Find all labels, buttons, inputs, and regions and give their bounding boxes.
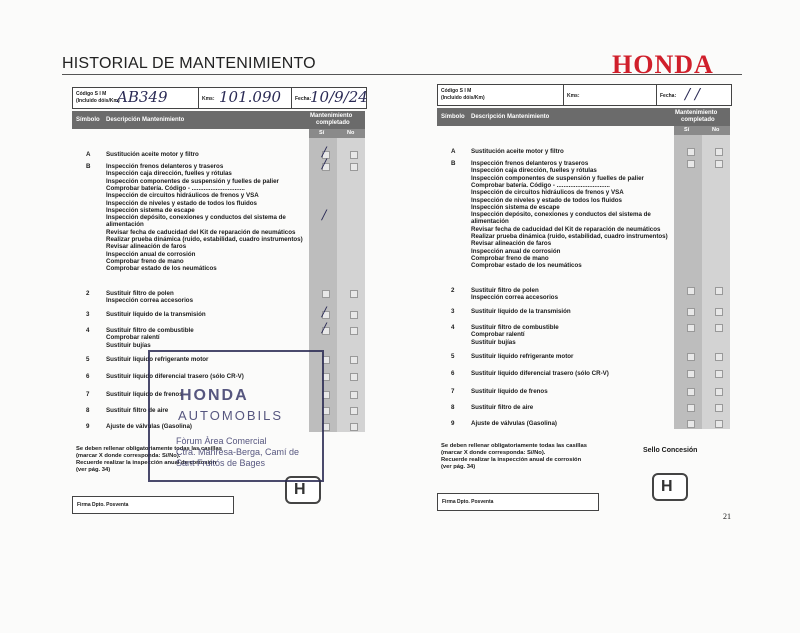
right-footer-note bbox=[441, 443, 587, 471]
right-no-column bbox=[702, 135, 730, 429]
stamp-line-2: AUTOMOBILS bbox=[178, 408, 284, 423]
no-checkbox[interactable] bbox=[350, 290, 358, 298]
col-descripcion: Descripción Mantenimiento bbox=[471, 114, 550, 120]
item-description: Ajuste de válvulas (Gasolina) bbox=[106, 423, 192, 430]
col-si: Sí bbox=[319, 130, 325, 136]
right-si-column bbox=[674, 135, 702, 429]
right-table-header bbox=[437, 108, 730, 126]
item-description: Inspección frenos delanteros y traseros bbox=[106, 163, 224, 170]
item-description: Sustituir filtro de polen bbox=[471, 287, 539, 294]
handwritten-check-mark: / bbox=[322, 145, 327, 160]
date-label: Fecha: bbox=[295, 96, 312, 102]
item-description: Sustituir bujías bbox=[106, 341, 151, 349]
item-symbol: A bbox=[86, 151, 91, 158]
no-checkbox[interactable] bbox=[715, 420, 723, 428]
right-code-field bbox=[437, 84, 565, 106]
item-symbol: 8 bbox=[451, 404, 455, 411]
item-description: Sustituir filtro de polen bbox=[106, 290, 174, 297]
item-description: Comprobar estado de los neumáticos bbox=[471, 262, 582, 270]
si-checkbox[interactable] bbox=[687, 370, 695, 378]
item-description: Inspección componentes de suspensión y fuelles de palier bbox=[106, 177, 279, 185]
item-description: Inspección de niveles y estado de todos los fluidos bbox=[106, 199, 257, 207]
item-description: Inspección caja dirección, fuelles y rótulas bbox=[471, 167, 597, 175]
item-description: Inspección de circuitos hidráulicos de frenos y VSA bbox=[106, 192, 259, 200]
item-description: Sustituir líquido diferencial trasero (sólo CR-V) bbox=[106, 373, 244, 380]
item-description: Sustituir líquido de frenos bbox=[471, 388, 548, 395]
si-checkbox[interactable] bbox=[687, 388, 695, 396]
item-symbol: 5 bbox=[451, 353, 455, 360]
stamp-line-3: Fòrum Àrea Comercial bbox=[176, 436, 267, 446]
item-description: Revisar fecha de caducidad del Kit de reparación de neumáticos bbox=[471, 225, 661, 233]
col-no: No bbox=[347, 130, 355, 136]
item-description: Sustituir líquido diferencial trasero (sólo CR-V) bbox=[471, 370, 609, 377]
footer-note-1: Se deben rellenar obligatoriamente todas las casillas bbox=[76, 446, 222, 452]
handwritten-check-mark: / bbox=[322, 157, 327, 172]
si-checkbox[interactable] bbox=[687, 308, 695, 316]
item-description: Inspección anual de corrosión bbox=[471, 247, 561, 255]
item-symbol: 2 bbox=[86, 290, 90, 297]
left-signature-box bbox=[72, 496, 234, 514]
item-description: Comprobar freno de mano bbox=[106, 257, 184, 265]
col-completado: completado bbox=[681, 117, 715, 123]
footer-note-2: (marcar X donde corresponda: Sí/No). bbox=[76, 453, 181, 459]
handwritten-check-mark: / bbox=[322, 321, 327, 336]
si-checkbox[interactable] bbox=[687, 404, 695, 412]
item-description: Inspección depósito, conexiones y conductos del sistema de bbox=[471, 211, 651, 219]
item-description: Comprobar batería. Código - ............................... bbox=[106, 184, 245, 192]
item-symbol: A bbox=[451, 148, 456, 155]
col-si: Sí bbox=[684, 127, 690, 133]
item-description: Sustituir filtro de combustible bbox=[106, 327, 194, 334]
no-checkbox[interactable] bbox=[350, 373, 358, 381]
km-label: Kms: bbox=[202, 96, 215, 102]
item-description: Comprobar ralentí bbox=[106, 334, 160, 342]
si-checkbox[interactable] bbox=[687, 160, 695, 168]
no-checkbox[interactable] bbox=[715, 287, 723, 295]
col-completado: completado bbox=[316, 120, 350, 126]
item-description: Inspección componentes de suspensión y fuelles de palier bbox=[471, 174, 644, 182]
honda-logo: HONDA bbox=[612, 50, 714, 79]
item-description: Realizar prueba dinámica (ruido, estabilidad, cuadro instrumentos) bbox=[106, 236, 303, 243]
item-description: Sustituir bujías bbox=[471, 338, 516, 346]
col-simbolo: Símbolo bbox=[76, 117, 100, 123]
item-description: Sustitución aceite motor y filtro bbox=[106, 151, 199, 158]
item-description: Sustituir líquido de la transmisión bbox=[106, 311, 206, 318]
item-description: Inspección caja dirección, fuelles y rótulas bbox=[106, 170, 232, 178]
item-symbol: 2 bbox=[451, 287, 455, 294]
item-description: Inspección de niveles y estado de todos los fluidos bbox=[471, 196, 622, 204]
code-sublabel: (Incluido dóis/Km) bbox=[76, 98, 120, 104]
right-signature-box bbox=[437, 493, 599, 511]
si-checkbox[interactable] bbox=[687, 324, 695, 332]
stamp-line-1: HONDA bbox=[180, 387, 249, 404]
stamp-address bbox=[176, 436, 299, 469]
item-symbol: 3 bbox=[451, 308, 455, 315]
si-checkbox[interactable] bbox=[322, 290, 330, 298]
no-checkbox[interactable] bbox=[715, 353, 723, 361]
item-symbol: 9 bbox=[86, 423, 90, 430]
footer-note-3: Recuerde realizar la inspección anual de corrosión bbox=[441, 457, 582, 463]
footer-note-3: Recuerde realizar la inspección anual de corrosión bbox=[76, 460, 217, 466]
item-symbol: B bbox=[86, 163, 91, 170]
date-label: Fecha: bbox=[660, 93, 677, 99]
no-checkbox[interactable] bbox=[715, 404, 723, 412]
item-description: Ajuste de válvulas (Gasolina) bbox=[471, 420, 557, 427]
footer-note-4: (ver pág. 34) bbox=[76, 467, 111, 473]
handwritten-check-mark: / bbox=[322, 305, 327, 320]
item-symbol: 6 bbox=[86, 373, 90, 380]
no-checkbox[interactable] bbox=[715, 148, 723, 156]
handwritten-check-mark: / bbox=[322, 208, 327, 224]
no-checkbox[interactable] bbox=[350, 391, 358, 399]
no-checkbox[interactable] bbox=[715, 388, 723, 396]
item-description: Revisar alineación de faros bbox=[106, 243, 187, 251]
no-checkbox[interactable] bbox=[715, 160, 723, 168]
si-checkbox[interactable] bbox=[687, 287, 695, 295]
left-no-column bbox=[337, 138, 365, 432]
date-value: / / bbox=[685, 85, 700, 103]
no-checkbox[interactable] bbox=[715, 324, 723, 332]
item-description: Sustituir filtro de combustible bbox=[471, 324, 559, 331]
sign-label: Firma Dpto. Posventa bbox=[442, 499, 494, 505]
km-value: 101.090 bbox=[219, 88, 282, 106]
code-label: Código S I M bbox=[76, 91, 107, 97]
col-simbolo: Símbolo bbox=[441, 114, 465, 120]
item-symbol: 8 bbox=[86, 407, 90, 414]
page-title: HISTORIAL DE MANTENIMIENTO bbox=[62, 55, 316, 72]
code-sublabel: (Incluido dóis/Km) bbox=[441, 95, 485, 101]
col-no: No bbox=[712, 127, 720, 133]
no-checkbox[interactable] bbox=[350, 356, 358, 364]
item-symbol: 7 bbox=[451, 388, 455, 395]
stamp-line-5: Sant Fruitós de Bages bbox=[176, 458, 266, 468]
item-description: Inspección frenos delanteros y traseros bbox=[471, 160, 589, 167]
no-checkbox[interactable] bbox=[350, 327, 358, 335]
no-checkbox[interactable] bbox=[350, 423, 358, 431]
item-description: Inspección correa accesorios bbox=[471, 294, 559, 302]
footer-note-1: Se deben rellenar obligatoriamente todas las casillas bbox=[441, 443, 587, 449]
stamp-line-4: Ctra. Manresa-Berga, Camí de bbox=[176, 447, 300, 457]
right-km-field bbox=[563, 84, 658, 106]
code-value: AB349 bbox=[117, 88, 168, 106]
si-checkbox[interactable] bbox=[687, 148, 695, 156]
item-description: Inspección depósito, conexiones y conductos del sistema de bbox=[106, 214, 286, 222]
left-km-field bbox=[198, 87, 293, 109]
left-date-field bbox=[291, 87, 367, 109]
item-description: Revisar fecha de caducidad del Kit de reparación de neumáticos bbox=[106, 228, 296, 236]
right-date-field bbox=[656, 84, 732, 106]
item-description: Inspección sistema de escape bbox=[106, 206, 195, 214]
no-checkbox[interactable] bbox=[350, 163, 358, 171]
si-checkbox[interactable] bbox=[687, 420, 695, 428]
item-description: Sustituir líquido de frenos bbox=[106, 391, 183, 398]
item-description: Sustituir filtro de aire bbox=[471, 404, 534, 411]
no-checkbox[interactable] bbox=[715, 370, 723, 378]
item-description: Realizar prueba dinámica (ruido, estabilidad, cuadro instrumentos) bbox=[471, 233, 668, 240]
right-honda-badge: H bbox=[652, 473, 688, 501]
item-description: Comprobar ralentí bbox=[471, 331, 525, 339]
item-symbol: 4 bbox=[86, 327, 90, 334]
item-description: Sustitución aceite motor y filtro bbox=[471, 148, 564, 155]
seal-label: Sello Concesión bbox=[643, 447, 698, 454]
item-symbol: 7 bbox=[86, 391, 90, 398]
item-description: Comprobar freno de mano bbox=[471, 254, 549, 262]
no-checkbox[interactable] bbox=[350, 311, 358, 319]
col-mantenimiento: Mantenimiento bbox=[675, 110, 718, 116]
si-checkbox[interactable] bbox=[687, 353, 695, 361]
sign-label: Firma Dpto. Posventa bbox=[77, 502, 129, 508]
item-symbol: B bbox=[451, 160, 456, 167]
no-checkbox[interactable] bbox=[350, 407, 358, 415]
footer-note-2: (marcar X donde corresponda: Sí/No). bbox=[441, 450, 546, 456]
left-code-field bbox=[72, 87, 200, 109]
item-symbol: 4 bbox=[451, 324, 455, 331]
date-value: 10/9/24 bbox=[310, 88, 368, 106]
km-label: Kms: bbox=[567, 93, 580, 99]
item-symbol: 9 bbox=[451, 420, 455, 427]
item-description: Inspección de circuitos hidráulicos de frenos y VSA bbox=[471, 189, 624, 197]
item-description: Sustituir líquido de la transmisión bbox=[471, 308, 571, 315]
col-mantenimiento: Mantenimiento bbox=[310, 113, 353, 119]
left-honda-badge: H bbox=[285, 476, 321, 504]
right-subheader bbox=[674, 126, 730, 135]
item-description: alimentación bbox=[106, 221, 144, 229]
item-description: Inspección correa accesorios bbox=[106, 297, 194, 305]
item-description: Revisar alineación de faros bbox=[471, 240, 552, 248]
item-description: Sustituir filtro de aire bbox=[106, 407, 169, 414]
page-number: 21 bbox=[723, 512, 731, 521]
item-symbol: 6 bbox=[451, 370, 455, 377]
item-description: Comprobar batería. Código - ............................... bbox=[471, 181, 610, 189]
code-label: Código S I M bbox=[441, 88, 472, 94]
item-description: Inspección anual de corrosión bbox=[106, 250, 196, 258]
no-checkbox[interactable] bbox=[715, 308, 723, 316]
col-descripcion: Descripción Mantenimiento bbox=[106, 117, 185, 123]
item-description: Comprobar estado de los neumáticos bbox=[106, 265, 217, 273]
dealer-stamp bbox=[148, 350, 324, 482]
item-description: Sustituir líquido refrigerante motor bbox=[106, 356, 209, 363]
item-description: Sustituir líquido refrigerante motor bbox=[471, 353, 574, 360]
left-table-header bbox=[72, 111, 365, 129]
item-description: Inspección sistema de escape bbox=[471, 203, 560, 211]
item-symbol: 5 bbox=[86, 356, 90, 363]
item-description: alimentación bbox=[471, 218, 509, 226]
item-symbol: 3 bbox=[86, 311, 90, 318]
footer-note-4: (ver pág. 34) bbox=[441, 464, 476, 470]
no-checkbox[interactable] bbox=[350, 151, 358, 159]
left-subheader bbox=[309, 129, 365, 138]
